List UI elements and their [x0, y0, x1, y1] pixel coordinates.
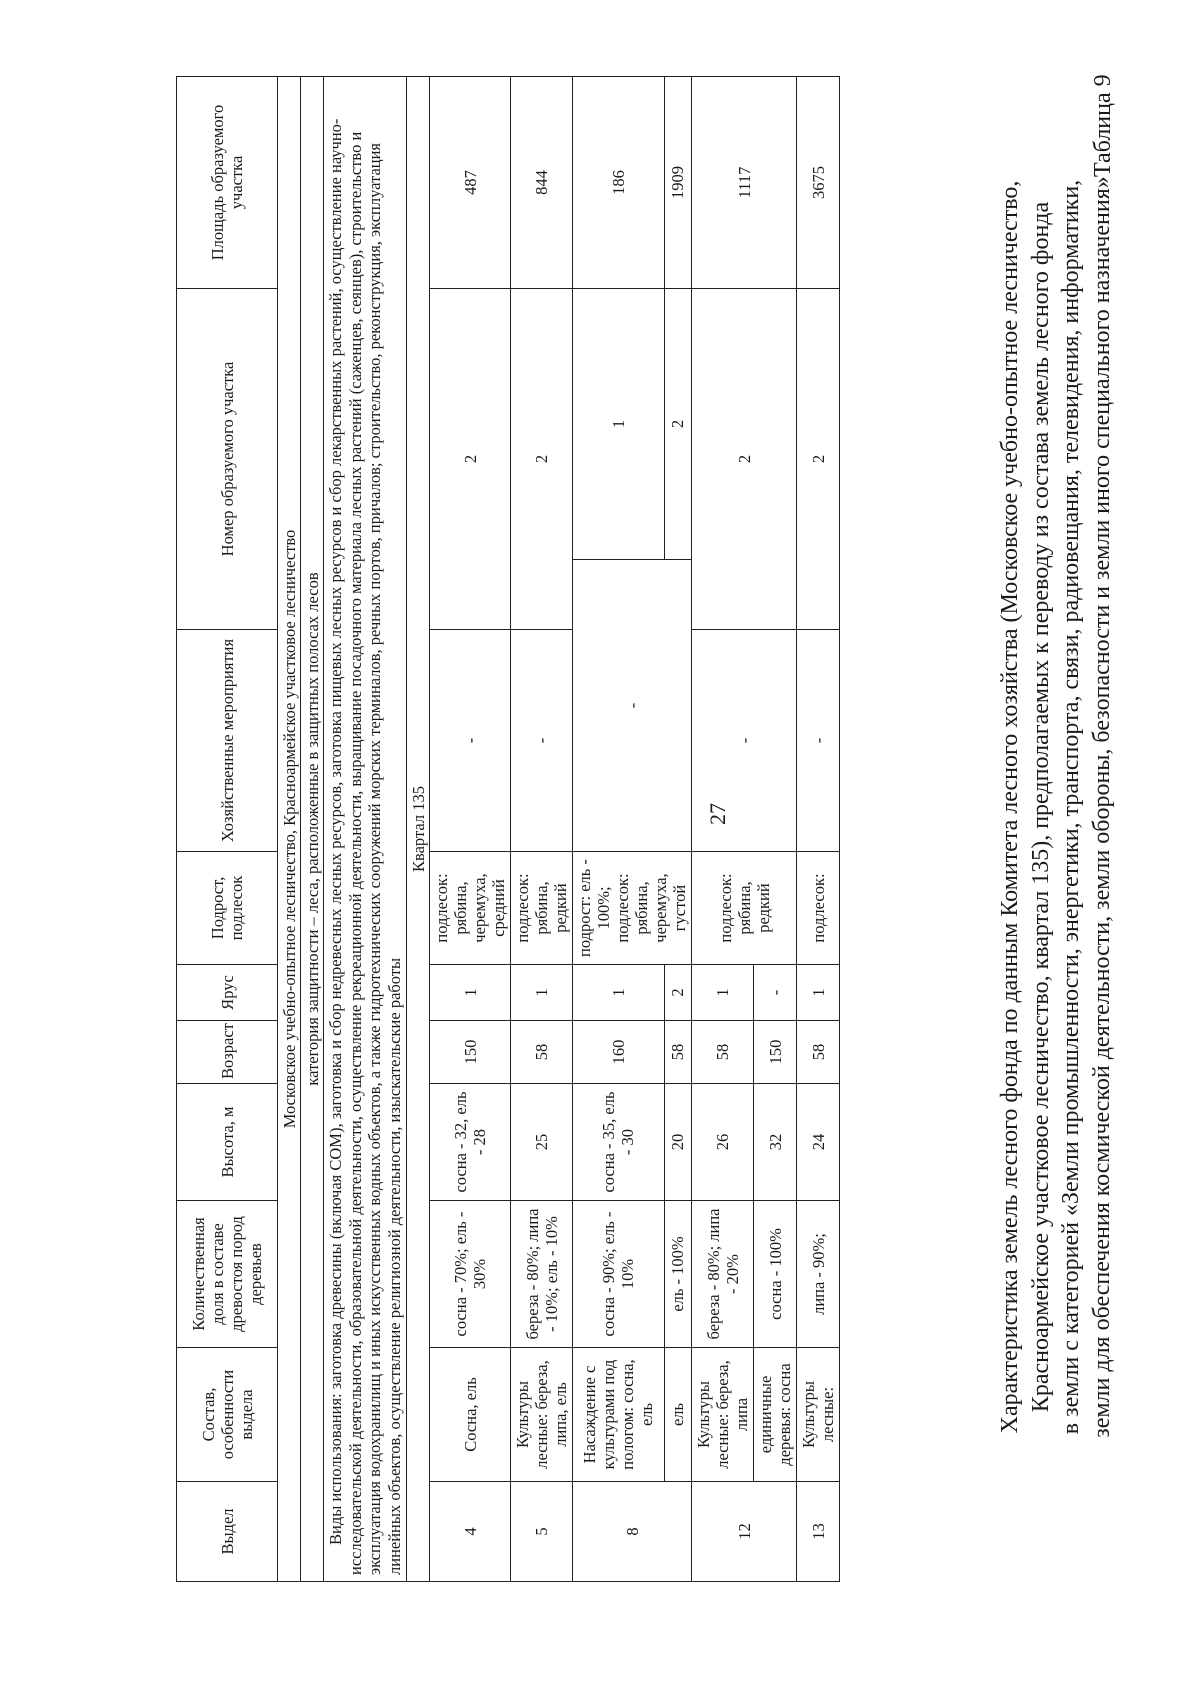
cell-vysota: 20 [664, 1084, 691, 1201]
cell-vozrast: 58 [797, 1021, 840, 1084]
usage-row [324, 76, 407, 1581]
cell-podrost: подлесок: рябина, редкий [511, 852, 573, 965]
table-row-12-tier-1 [692, 76, 754, 1581]
cell-podrost: подлесок: [797, 852, 840, 965]
cell-podrost: подлесок: рябина, редкий [692, 852, 797, 965]
cell-ploshchad: 844 [511, 76, 573, 288]
cell-dolya: сосна - 100% [754, 1201, 797, 1348]
cell-ploshchad: 1117 [692, 76, 797, 288]
cell-sostav: Культуры лесные: [797, 1348, 840, 1482]
cell-vydel: 5 [511, 1482, 573, 1582]
col-header-dolya: Количественная доля в составе древостоя пород деревьев [177, 1201, 278, 1348]
cell-sostav: Насаждение с культурами под пологом: сосна, ель [573, 1348, 665, 1482]
table-row-5 [511, 76, 573, 1581]
forestry-row [278, 76, 301, 1581]
cell-yarus: 1 [511, 965, 573, 1021]
cell-nomer: 2 [511, 288, 573, 629]
title-line-2: Красноармейское участковое лесничество, квартал 135), предполагаемых к переводу из состава земель лесного фонда [1027, 201, 1054, 1413]
table-row-8-tier-1 [573, 76, 665, 1581]
cell-podrost: подрост: ель - 100%; подлесок: рябина, черемуха, густой [573, 852, 692, 965]
category-row [301, 76, 324, 1581]
cell-vozrast: 160 [573, 1021, 665, 1084]
cell-yarus: 1 [430, 965, 511, 1021]
cell-vozrast: 58 [511, 1021, 573, 1084]
cell-sostav: Культуры лесные: береза, липа [692, 1348, 754, 1482]
table-header-row [177, 76, 278, 1581]
cell-yarus: 1 [692, 965, 754, 1021]
table-row-4 [430, 76, 511, 1581]
cell-dolya: сосна - 70%; ель - 30% [430, 1201, 511, 1348]
cell-vysota: 32 [754, 1084, 797, 1201]
cell-nomer: 2 [664, 288, 691, 559]
cell-dolya: береза - 80%; липа - 20% [692, 1201, 754, 1348]
cell-dolya: липа - 90%; [797, 1201, 840, 1348]
kvartal-row [407, 76, 430, 1581]
cell-sostav: Культуры лесные: береза, липа, ель [511, 1348, 573, 1482]
cell-vozrast: 58 [692, 1021, 754, 1084]
cell-vydel: 4 [430, 1482, 511, 1582]
cell-vydel: 13 [797, 1482, 840, 1582]
forest-characteristics-table [176, 76, 840, 1582]
table-label: Таблица 9 [1090, 74, 1116, 177]
cell-vydel: 8 [573, 1482, 692, 1582]
title-line-1: Характеристика земель лесного фонда по данным Комитета лесного хозяйства (Московское учебно-опытное лесничество, [997, 180, 1023, 1434]
col-header-vydel: Выдел [177, 1482, 278, 1582]
cell-nomer: 1 [573, 288, 665, 559]
cell-yarus: 1 [797, 965, 840, 1021]
cell-vysota: 25 [511, 1084, 573, 1201]
cell-ploshchad: 3675 [797, 76, 840, 288]
cell-dolya: береза - 80%; липа - 10%; ель - 10% [511, 1201, 573, 1348]
cell-vysota: сосна - 32, ель - 28 [430, 1084, 511, 1201]
cell-sostav: единичные деревья: сосна [754, 1348, 797, 1482]
cell-meropriyatiya: - [511, 630, 573, 852]
cell-vozrast: 150 [430, 1021, 511, 1084]
table-row-13 [797, 76, 840, 1581]
cell-nomer: 2 [797, 288, 840, 629]
cell-vysota: 26 [692, 1084, 754, 1201]
col-header-sostav: Состав, особенности выдела [177, 1348, 278, 1482]
kvartal-cell: Квартал 135 [407, 76, 430, 1581]
cell-nomer: 2 [692, 288, 797, 629]
usage-cell: Виды использования: заготовка древесины (включая СОМ), заготовка и сбор недревесных лесных ресурсов, заготовка пищевых лесных ресурсов и сбор лекарственных растений, осуществление научно-исследовательской деятельности, образовательной деятельности, осуществление рекреационной деятельности, выращивание посадочного материала лесных растений (саженцев, сеянцев), строительство и эксплуатация водохранилищ и иных искусственных водных объектов, а также гидротехнических сооружений морских терминалов, речных портов, причалов; строительство, реконструкция, эксплуатация линейных объектов, осуществление религиозной деятельности, изыскательские работы [324, 76, 407, 1581]
forestry-cell: Московское учебно-опытное лесничество, Красноармейское участковое лесничество [278, 76, 301, 1581]
col-header-yarus: Ярус [177, 965, 278, 1021]
cell-vozrast: 58 [664, 1021, 691, 1084]
cell-vysota: 24 [797, 1084, 840, 1201]
page-number: 27 [705, 803, 730, 825]
title-line-3: в земли с категорией «Земли промышленности, энергетики, транспорта, связи, радиовещания, телевидения, информатики, [1058, 179, 1084, 1435]
cell-meropriyatiya: - [797, 630, 840, 852]
cell-sostav: Сосна, ель [430, 1348, 511, 1482]
cell-ploshchad: 1909 [664, 76, 691, 288]
cell-ploshchad: 487 [430, 76, 511, 288]
col-header-podrost: Подрост, подлесок [177, 852, 278, 965]
cell-vozrast: 150 [754, 1021, 797, 1084]
cell-ploshchad: 186 [573, 76, 665, 288]
document-title [995, 117, 1117, 1497]
cell-sostav: ель [664, 1348, 691, 1482]
cell-dolya: сосна - 90%; ель - 10% [573, 1201, 665, 1348]
col-header-vysota: Высота, м [177, 1084, 278, 1201]
col-header-meropriyatiya: Хозяйственные мероприятия [177, 630, 278, 852]
cell-meropriyatiya: - [692, 630, 797, 852]
cell-vysota: сосна - 35, ель - 30 [573, 1084, 665, 1201]
title-line-4: земли для обеспечения космической деятельности, земли обороны, безопасности и земли иного специального назначения» [1088, 176, 1115, 1438]
cell-yarus: 1 [573, 965, 665, 1021]
cell-yarus: - [754, 965, 797, 1021]
cell-podrost: подлесок: рябина, черемуха, средний [430, 852, 511, 965]
cell-yarus: 2 [664, 965, 691, 1021]
cell-dolya: ель - 100% [664, 1201, 691, 1348]
cell-meropriyatiya: - [430, 630, 511, 852]
cell-nomer: 2 [430, 288, 511, 629]
col-header-ploshchad: Площадь образуемого участка [177, 76, 278, 288]
cell-meropriyatiya: - [573, 560, 692, 852]
cell-vydel: 12 [692, 1482, 797, 1582]
col-header-vozrast: Возраст [177, 1021, 278, 1084]
category-cell: категория защитности – леса, расположенные в защитных полосах лесов [301, 76, 324, 1581]
col-header-nomer: Номер образуемого участка [177, 288, 278, 629]
